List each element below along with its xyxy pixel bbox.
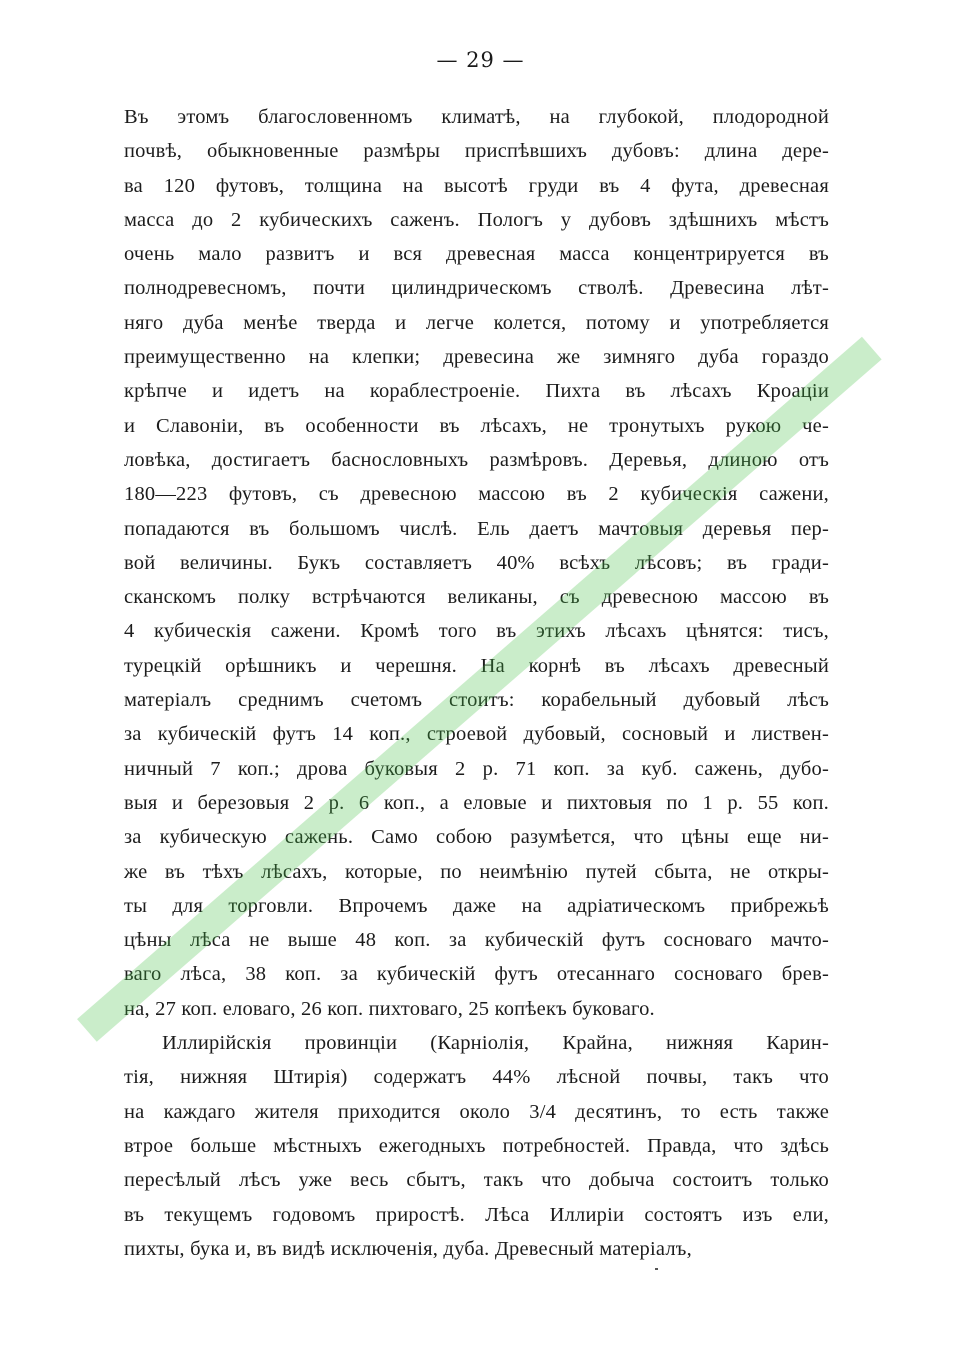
paragraph xyxy=(124,100,829,1026)
text-block xyxy=(124,100,829,1266)
text-line: на каждаго жителя приходится около 3/4 десятинъ, то есть также xyxy=(124,1100,829,1123)
text-line: очень мало развитъ и вся древесная масса концентрируется въ xyxy=(124,243,829,266)
text-line: масса до 2 кубическихъ саженъ. Пологъ у дубовъ здѣшнихъ мѣстъ xyxy=(124,208,829,231)
text-line: крѣпче и идетъ на кораблестроеніе. Пихта въ лѣсахъ Кроаціи xyxy=(124,380,829,403)
text-line: и Славоніи, въ особенности въ лѣсахъ, не тронутыхъ рукою че- xyxy=(124,414,829,437)
text-line: сканскомъ полку встрѣчаются великаны, съ древесною массою въ xyxy=(124,586,829,609)
text-line: няго дуба менѣе тверда и легче колется, потому и употребляется xyxy=(124,311,829,334)
text-line: полнодревесномъ, почти цилиндрическомъ стволѣ. Древесина лѣт- xyxy=(124,277,829,300)
text-line: же въ тѣхъ лѣсахъ, которые, по неимѣнію путей сбыта, не откры- xyxy=(124,860,829,883)
text-line: тія, нижняя Штирія) содержатъ 44% лѣсной почвы, такъ что xyxy=(124,1066,829,1089)
text-line: ловѣка, достигаетъ баснословныхъ размѣровъ. Деревья, длиною отъ xyxy=(124,448,829,471)
text-line: вой величины. Букъ составляетъ 40% всѣхъ лѣсовъ; въ гради- xyxy=(124,551,829,574)
text-line: ничный 7 коп.; дрова буковыя 2 р. 71 коп. за куб. сажень, дубо- xyxy=(124,757,829,780)
text-line: ва 120 футовъ, толщина на высотѣ груди въ 4 фута, древесная xyxy=(124,174,829,197)
text-line: преимущественно на клепки; древесина же зимняго дуба гораздо xyxy=(124,346,829,369)
text-line: въ текущемъ годовомъ приростѣ. Лѣса Иллиріи состоятъ изъ ели, xyxy=(124,1203,829,1226)
text-line: Въ этомъ благословенномъ климатѣ, на глубокой, плодородной xyxy=(124,106,829,128)
text-line: матеріалъ среднимъ счетомъ стоитъ: корабельный дубовый лѣсъ xyxy=(124,689,829,712)
text-line: турецкій орѣшникъ и черешня. На корнѣ въ лѣсахъ древесный xyxy=(124,654,829,677)
text-line: пихты, бука и, въ видѣ исключенія, дуба. Древесный матеріалъ, xyxy=(124,1237,692,1260)
print-speck xyxy=(655,1268,658,1270)
text-line: цѣны лѣса не выше 48 коп. за кубическій футъ сосноваго мачто- xyxy=(124,929,829,952)
text-line: Иллирійскія провинціи (Карніолія, Крайна, нижняя Карин- xyxy=(162,1032,829,1055)
page-number: — 29 — xyxy=(436,48,525,72)
text-line: попадаются въ большомъ числѣ. Ель даетъ мачтовыя деревья пер- xyxy=(124,517,829,540)
text-line: пересѣлый лѣсъ уже весь сбытъ, такъ что добыча состоитъ только xyxy=(124,1169,829,1192)
text-line: на, 27 коп. еловаго, 26 коп. пихтоваго, 25 копѣекъ буковаго. xyxy=(124,997,655,1020)
text-line: за кубическій футъ 14 коп., строевой дубовый, сосновый и листвен- xyxy=(124,723,829,746)
text-line: почвѣ, обыкновенные размѣры приспѣвшихъ дубовъ: длина дере- xyxy=(124,140,829,163)
text-line: выя и березовыя 2 р. 6 коп., а еловые и пихтовыя по 1 р. 55 коп. xyxy=(124,791,829,814)
text-line: 180—223 футовъ, съ древесною массою въ 2 кубическія сажени, xyxy=(124,483,829,506)
text-line: втрое больше мѣстныхъ ежегодныхъ потребностей. Правда, что здѣсь xyxy=(124,1134,829,1157)
paragraph xyxy=(124,1026,829,1266)
text-line: ваго лѣса, 38 коп. за кубическій футъ отесаннаго сосноваго брев- xyxy=(124,963,829,986)
text-line: за кубическую сажень. Само собою разумѣется, что цѣны еще ни- xyxy=(124,826,829,849)
text-line: 4 кубическія сажени. Кромѣ того въ этихъ лѣсахъ цѣнятся: тисъ, xyxy=(124,620,829,643)
text-line: ты для торговли. Впрочемъ даже на адріатическомъ прибрежьѣ xyxy=(124,894,829,917)
